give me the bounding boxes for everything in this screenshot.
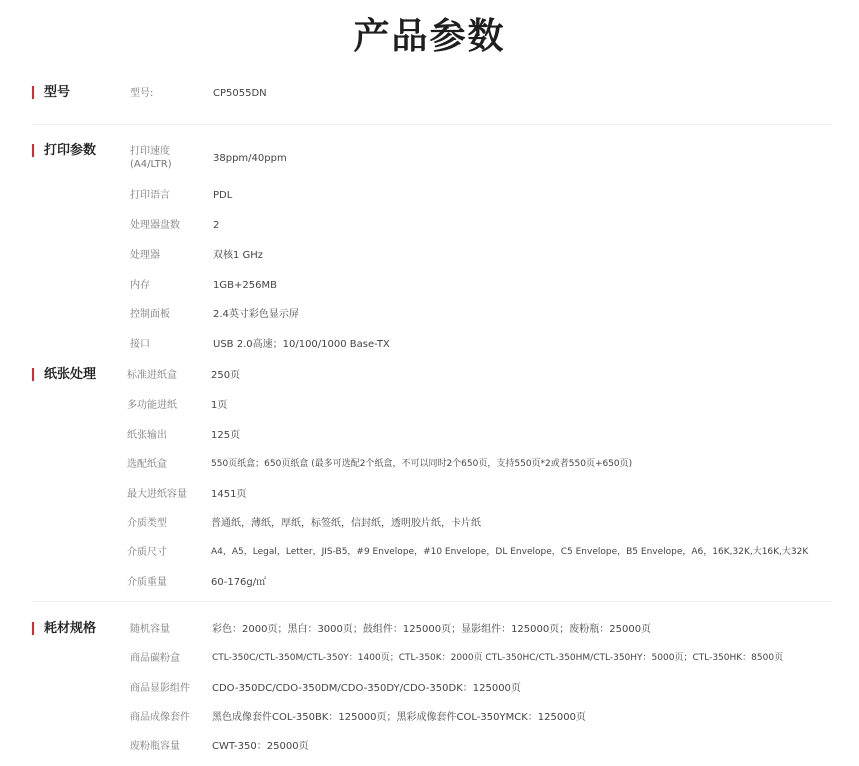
spec-label: 介质类型 bbox=[127, 518, 167, 529]
section-title-print-params: 打印参数 bbox=[32, 144, 96, 157]
section-title-paper-handling: 纸张处理 bbox=[32, 368, 96, 381]
spec-label: 介质尺寸 bbox=[127, 547, 167, 558]
spec-label: 标准进纸盒 bbox=[127, 370, 177, 381]
spec-label: 打印语言 bbox=[130, 190, 170, 201]
spec-label: 介质重量 bbox=[127, 577, 167, 588]
spec-value: 60-176g/㎡ bbox=[211, 577, 267, 588]
spec-label: 废粉瓶容量 bbox=[130, 741, 180, 752]
spec-label: 处理器 bbox=[130, 250, 160, 261]
spec-value: 1GB+256MB bbox=[213, 280, 277, 291]
spec-value: A4，A5，Legal，Letter，JIS-B5，#9 Envelope，#10 Envelope，DL Envelope，C5 Envelope，B5 Envelope，A6，16K,32K,大16K,大32K bbox=[211, 547, 809, 557]
spec-value: 125页 bbox=[211, 430, 241, 441]
spec-label: 多功能进纸 bbox=[127, 400, 177, 411]
spec-value: CDO-350DC/CDO-350DM/CDO-350DY/CDO-350DK：125000页 bbox=[212, 683, 521, 694]
section-title-consumables: 耗材规格 bbox=[32, 622, 96, 635]
section-divider bbox=[32, 601, 832, 602]
spec-value: 250页 bbox=[211, 370, 241, 381]
spec-label: 商品碳粉盒 bbox=[130, 653, 180, 664]
spec-label: 打印速度 (A4/LTR) bbox=[130, 146, 172, 170]
spec-label: 选配纸盒 bbox=[127, 459, 167, 470]
spec-label: 商品显影组件 bbox=[130, 683, 190, 694]
spec-value: 彩色：2000页；黑白：3000页；鼓组件：125000页；显影组件：125000页；废粉瓶：25000页 bbox=[212, 624, 652, 635]
spec-value: CWT-350：25000页 bbox=[212, 741, 309, 752]
spec-label: 商品成像套件 bbox=[130, 712, 190, 723]
spec-value: 1页 bbox=[211, 400, 228, 411]
spec-value: CTL-350C/CTL-350M/CTL-350Y：1400页；CTL-350K：2000页 CTL-350HC/CTL-350HM/CTL-350HY：5000页；CTL-350HK：8500页 bbox=[212, 653, 784, 663]
spec-value: PDL bbox=[213, 190, 233, 201]
spec-value: 黑色成像套件COL-350BK：125000页；黑彩成像套件COL-350YMCK：125000页 bbox=[212, 712, 586, 723]
spec-label: 接口 bbox=[130, 339, 150, 350]
spec-value: 普通纸，薄纸，厚纸，标签纸，信封纸，透明胶片纸，卡片纸 bbox=[211, 518, 481, 529]
spec-label: 最大进纸容量 bbox=[127, 489, 187, 500]
spec-label: 纸张输出 bbox=[127, 430, 167, 441]
spec-value: USB 2.0高速；10/100/1000 Base-TX bbox=[213, 339, 390, 350]
spec-value: 双核1 GHz bbox=[213, 250, 264, 261]
spec-value: 1451页 bbox=[211, 489, 247, 500]
spec-label: 型号: bbox=[130, 88, 154, 99]
spec-label: 内存 bbox=[130, 280, 150, 291]
page-title: 产品参数 bbox=[353, 16, 506, 57]
spec-value: 550页纸盒；650页纸盒 (最多可选配2个纸盒，不可以同时2个650页，支持550页*2或者550页+650页) bbox=[211, 459, 633, 469]
spec-value: CP5055DN bbox=[213, 88, 267, 99]
spec-label: 控制面板 bbox=[130, 309, 170, 320]
section-title-model: 型号 bbox=[32, 86, 70, 99]
spec-value: 38ppm/40ppm bbox=[213, 153, 287, 164]
section-divider bbox=[32, 124, 832, 125]
spec-value: 2.4英寸彩色显示屏 bbox=[213, 309, 299, 320]
spec-label: 随机容量 bbox=[130, 624, 170, 635]
spec-value: 2 bbox=[213, 220, 220, 231]
spec-label: 处理器盘数 bbox=[130, 220, 180, 231]
